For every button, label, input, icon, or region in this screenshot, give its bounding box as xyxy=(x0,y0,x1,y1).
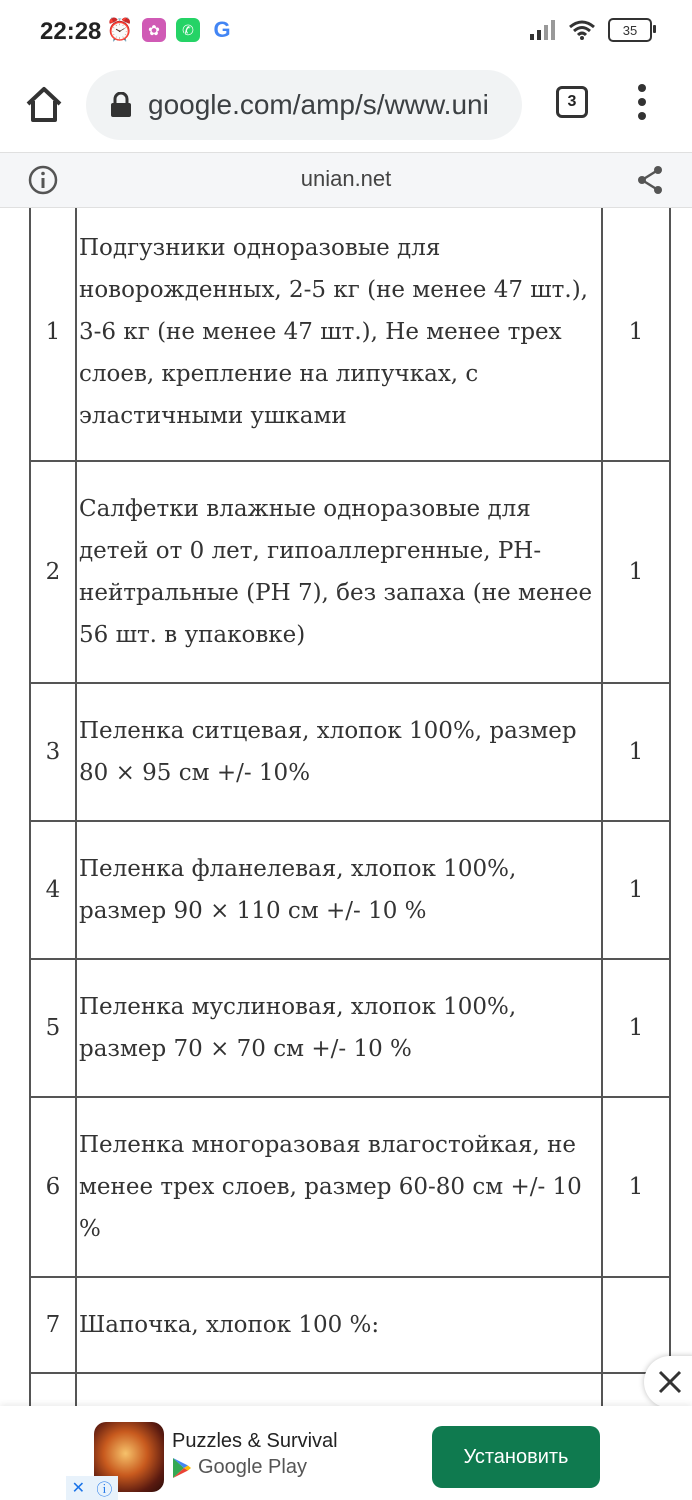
row-number: 7 xyxy=(30,1277,76,1373)
row-description xyxy=(76,1373,602,1406)
table-row xyxy=(30,208,670,461)
system-icons xyxy=(530,18,652,42)
row-number: 6 xyxy=(30,1097,76,1277)
whatsapp-icon: ✆ xyxy=(176,18,200,42)
battery-icon: 35 xyxy=(608,18,652,42)
google-play-icon xyxy=(172,1457,192,1479)
browser-toolbar xyxy=(0,64,692,152)
more-menu-icon[interactable] xyxy=(630,82,654,122)
row-number: 3 xyxy=(30,683,76,821)
amp-header xyxy=(0,152,692,208)
home-icon[interactable] xyxy=(22,82,66,126)
adchoices-badge[interactable] xyxy=(66,1476,118,1500)
row-quantity: 1 xyxy=(602,461,670,683)
status-time: 22:28 xyxy=(40,18,102,45)
table-row xyxy=(30,461,670,683)
row-description: Пеленка многоразовая влагостойкая, не менее трех слоев, размер 60-80 см +/- 10 % xyxy=(76,1097,602,1277)
row-description: Подгузники одноразовые для новорожденных, 2-5 кг (не менее 47 шт.), 3-6 кг (не менее 47 шт.), Не менее трех слоев, крепление на липучках, с эластичными ушками xyxy=(76,208,602,461)
row-number: 1 xyxy=(30,208,76,461)
alarm-icon: ⏰ xyxy=(106,17,134,42)
table-row xyxy=(30,1373,670,1406)
ad-banner[interactable] xyxy=(0,1406,692,1500)
row-description: Салфетки влажные одноразовые для детей от 0 лет, гипоаллергенные, PH-нейтральные (PH 7), без запаха (не менее 56 шт. в упаковке) xyxy=(76,461,602,683)
ad-store-name: Google Play xyxy=(198,1456,307,1478)
row-quantity: 1 xyxy=(602,821,670,959)
row-number: 2 xyxy=(30,461,76,683)
amp-domain[interactable]: unian.net xyxy=(300,166,392,191)
row-number: 4 xyxy=(30,821,76,959)
app-notification-icon: ✿ xyxy=(142,18,166,42)
install-button[interactable]: Установить xyxy=(432,1426,600,1488)
address-bar[interactable] xyxy=(86,70,522,140)
article-content xyxy=(0,208,692,1406)
row-description: Шапочка, хлопок 100 %: xyxy=(76,1277,602,1373)
row-description: Пеленка фланелевая, хлопок 100%, размер 90 × 110 см +/- 10 % xyxy=(76,821,602,959)
ad-store xyxy=(172,1456,307,1479)
google-icon: G xyxy=(213,17,231,42)
row-description: Пеленка ситцевая, хлопок 100%, размер 80 × 95 см +/- 10% xyxy=(76,683,602,821)
table-row xyxy=(30,821,670,959)
table-row xyxy=(30,683,670,821)
notification-icons xyxy=(108,18,234,42)
status-bar xyxy=(0,0,692,64)
share-icon[interactable] xyxy=(636,165,664,195)
row-quantity: 1 xyxy=(602,959,670,1097)
row-number xyxy=(30,1373,76,1406)
row-description: Пеленка муслиновая, хлопок 100%, размер 70 × 70 см +/- 10 % xyxy=(76,959,602,1097)
wifi-icon xyxy=(568,19,596,41)
lock-icon xyxy=(110,92,132,118)
ad-info-icon[interactable]: ⓘ xyxy=(96,1481,113,1499)
tab-switcher-button[interactable]: 3 xyxy=(556,86,588,118)
ad-dismiss-icon[interactable]: ✕ xyxy=(71,1480,86,1497)
table-row xyxy=(30,959,670,1097)
signal-icon xyxy=(530,20,556,40)
items-table xyxy=(29,208,671,1406)
table-row xyxy=(30,1277,670,1373)
ad-close-button[interactable] xyxy=(644,1356,692,1408)
row-quantity: 1 xyxy=(602,1097,670,1277)
url-text[interactable]: google.com/amp/s/www.uni xyxy=(148,89,489,120)
row-number: 5 xyxy=(30,959,76,1097)
table-row xyxy=(30,1097,670,1277)
row-quantity: 1 xyxy=(602,683,670,821)
row-quantity: 1 xyxy=(602,208,670,461)
close-icon xyxy=(657,1369,683,1395)
ad-title[interactable]: Puzzles & Survival xyxy=(172,1430,338,1452)
